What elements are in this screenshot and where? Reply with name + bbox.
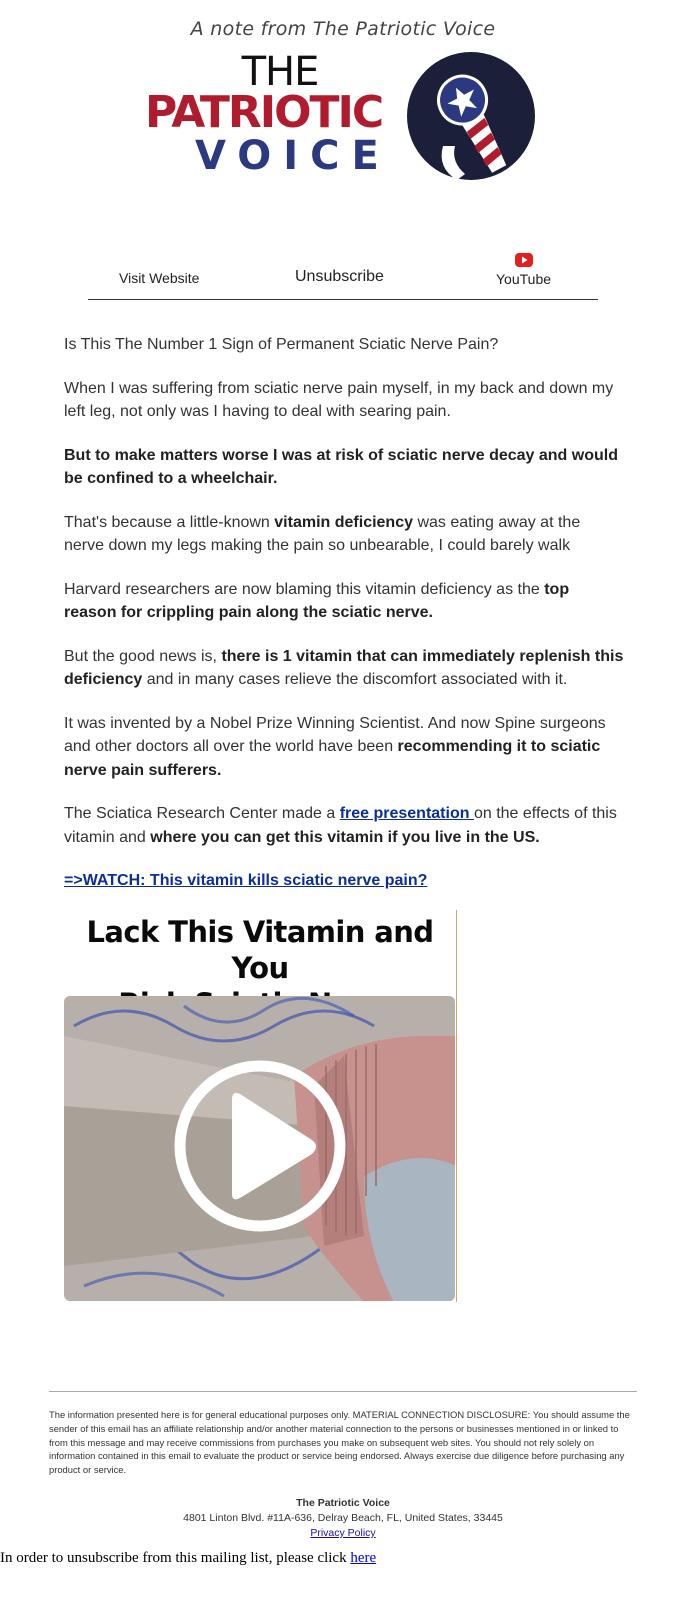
paragraph-4-text-a: That's because a little-known <box>64 513 275 531</box>
paragraph-8-text-a: The Sciatica Research Center made a <box>64 805 340 822</box>
paragraph-6 <box>64 645 624 692</box>
logo-line-voice: VOICE <box>195 133 391 179</box>
paragraph-7-bold: recommending it to sciatic nerve pain sufferers. <box>64 738 601 779</box>
watch-paragraph <box>64 869 624 893</box>
youtube-link[interactable]: YouTube <box>496 271 552 287</box>
paragraph-6-text-a: But the good news is, <box>64 647 222 665</box>
unsubscribe-link[interactable]: Unsubscribe <box>295 268 384 285</box>
unsubscribe-notice <box>0 1550 376 1567</box>
video-thumbnail[interactable] <box>64 910 457 1302</box>
paragraph-5-bold: top reason for crippling pain along the sciatic nerve. <box>64 580 570 621</box>
visit-website-link[interactable]: Visit Website <box>119 270 200 286</box>
paragraph-4 <box>64 511 624 558</box>
watch-video-link[interactable]: =>WATCH: This vitamin kills sciatic nerve pain? <box>64 872 428 889</box>
email-body <box>64 333 624 913</box>
paragraph-8-bold: where you can get this vitamin if you live in the US. <box>150 828 540 846</box>
header-note: A note from The Patriotic Voice <box>190 18 496 40</box>
footer-address: 4801 Linton Blvd. #11A-636, Delray Beach, FL, United States, 33445 <box>183 1512 503 1524</box>
free-presentation-link[interactable]: free presentation <box>339 805 474 822</box>
logo-line-the: THE <box>241 49 319 95</box>
paragraph-1: Is This The Number 1 Sign of Permanent Sciatic Nerve Pain? <box>64 336 499 353</box>
logo-line-patriotic: PATRIOTIC <box>145 87 383 138</box>
footer-org-name: The Patriotic Voice <box>296 1497 390 1509</box>
microphone-emblem-icon <box>403 50 539 186</box>
paragraph-2: When I was suffering from sciatic nerve pain myself, in my back and down my left leg, not only was I having to deal with searing pain. <box>64 379 614 420</box>
video-headline-line-1: Lack This Vitamin and You <box>86 915 434 985</box>
paragraph-5-text: Harvard researchers are now blaming this vitamin deficiency as the <box>64 580 545 598</box>
video-still-image <box>64 996 456 1302</box>
paragraph-6-text-b: and in many cases relieve the discomfort associated with it. <box>142 671 568 688</box>
youtube-icon[interactable] <box>515 253 533 267</box>
brand-logo <box>145 50 540 185</box>
paragraph-7 <box>64 712 624 783</box>
paragraph-4-text-b: was eating away at the nerve down my legs making the pain so unbearable, I could barely walk <box>64 513 581 554</box>
paragraph-5 <box>64 578 624 625</box>
paragraph-3-bold: But to make matters worse I was at risk of sciatic nerve decay and would be confined to a wheelchair. <box>64 446 618 487</box>
footer <box>0 1496 686 1541</box>
top-nav <box>88 252 598 300</box>
disclosure-text: The information presented here is for general educational purposes only. MATERIAL CONNECTION DISCLOSURE: You should assume the sender of this email has an affiliate relationship and/or another material connection to the persons or businesses mentioned in or linked to from this message and may receive commissions from purchases you make on subsequent web sites. You should not rely solely on information contained in this email to evaluate the product or service being endorsed. Always exercise due diligence before purchasing any product or service. <box>49 1409 630 1476</box>
footer-divider <box>49 1391 637 1392</box>
paragraph-6-bold: there is 1 vitamin that can immediately replenish this deficiency <box>64 647 624 688</box>
unsubscribe-here-link[interactable]: here <box>350 1550 377 1566</box>
paragraph-4-bold: vitamin deficiency <box>274 513 413 531</box>
paragraph-7-text: It was invented by a Nobel Prize Winning Scientist. And now Spine surgeons and other doctors all over the world have been <box>64 714 606 755</box>
paragraph-3 <box>64 444 624 491</box>
unsubscribe-notice-text: In order to unsubscribe from this mailing list, please click <box>0 1550 351 1566</box>
paragraph-8 <box>64 802 624 849</box>
paragraph-8-text-b: on the effects of this vitamin and <box>64 805 617 846</box>
privacy-policy-link[interactable]: Privacy Policy <box>310 1527 376 1539</box>
